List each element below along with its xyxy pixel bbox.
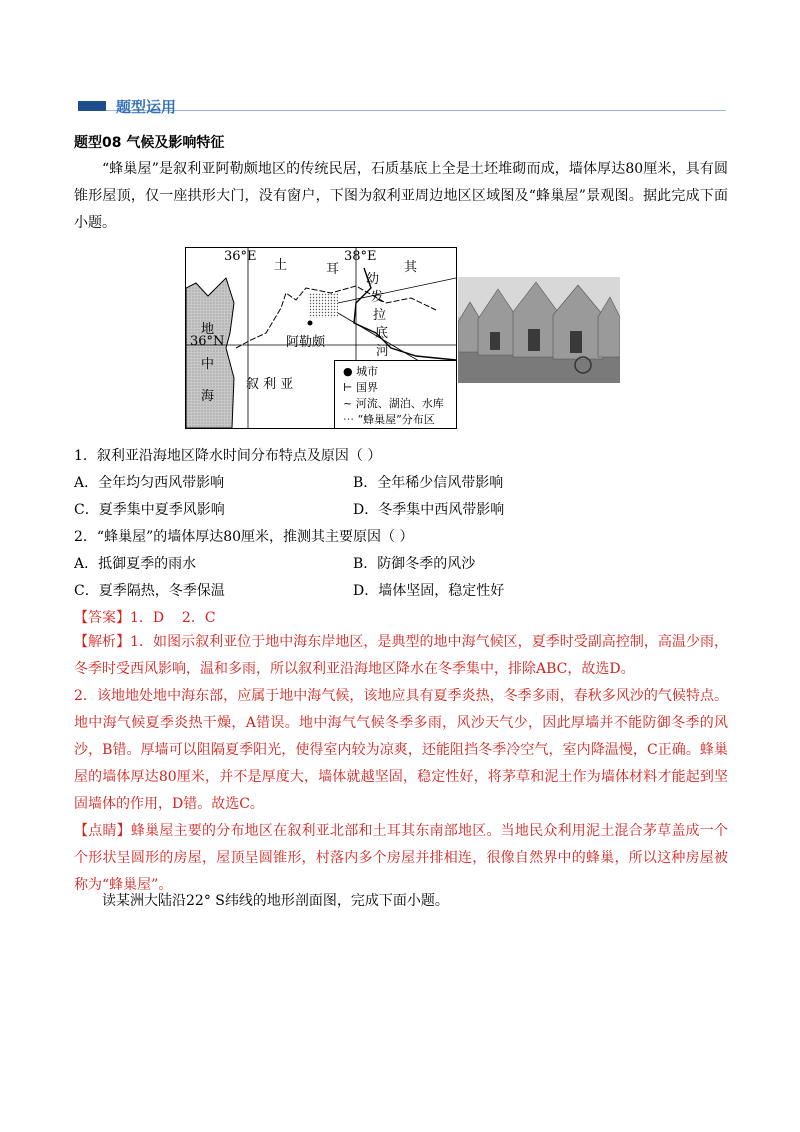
region-map — [185, 247, 457, 429]
lon-36-label: 36°E — [224, 249, 257, 264]
q1-option-d: D．冬季集中西风带影响 — [353, 502, 505, 518]
legend-border: ⊢ 国界 — [343, 381, 378, 394]
euphrates-label-2: 发 — [371, 290, 385, 305]
beehive-area — [308, 293, 338, 318]
sea-label-1: 地 — [201, 322, 215, 337]
sea-label-3: 海 — [201, 389, 215, 404]
section-header: 题型运用 — [116, 98, 177, 116]
euphrates-label-4: 底 — [375, 326, 389, 341]
turkey-label-2: 耳 — [326, 262, 340, 277]
question-2-stem: 2．“蜂巢屋”的墙体厚达80厘米，推测其主要原因（ ） — [74, 529, 414, 545]
legend-river: ~ 河流、湖泊、水库 — [343, 397, 444, 410]
q2-option-b: B．防御冬季的风沙 — [353, 556, 476, 572]
aleppo-label: 阿勒颇 — [286, 335, 326, 350]
q2-option-d: D．墙体坚固，稳定性好 — [353, 583, 505, 599]
euphrates-label-1: 幼 — [366, 272, 380, 287]
euphrates-label-3: 拉 — [373, 308, 387, 323]
syria-label: 叙 利 亚 — [246, 377, 294, 392]
sea-label-2: 中 — [201, 357, 215, 372]
section-header-bar — [78, 101, 106, 111]
type-title: 题型08 气候及影响特征 — [74, 135, 225, 151]
aleppo-city-icon — [308, 321, 313, 326]
comment-paragraph: 【点睛】蜂巢屋主要的分布地区在叙利亚北部和土耳其东南部地区。当地民众利用泥土混合茅草盖成一个个形状呈圆形的房屋，屋顶呈圆锥形，村落内多个房屋并排相连，很像自然界中的蜂巢，所以这种房屋被称为“蜂巢屋”。 — [74, 823, 728, 893]
answer-line: 【答案】1．D 2．C — [74, 610, 216, 626]
legend-beehive: ⋯ “蜂巢屋”分布区 — [343, 413, 435, 426]
q1-option-b: B．全年稀少信风带影响 — [353, 475, 504, 491]
q1-option-c: C．夏季集中夏季风影响 — [74, 502, 225, 518]
analysis-1: 【解析】1．如图示叙利亚位于地中海东岸地区，是典型的地中海气候区，夏季时受副高控制，高温少雨，冬季时受西风影响，温和多雨，所以叙利亚沿海地区降水在冬季集中，排除ABC，故选D。 — [74, 634, 728, 677]
q2-option-a: A．抵御夏季的雨水 — [74, 556, 197, 572]
turkey-label-1: 土 — [274, 258, 288, 273]
q2-option-c: C．夏季隔热，冬季保温 — [74, 583, 225, 599]
map-legend — [334, 360, 457, 429]
section-header-line — [106, 110, 726, 111]
intro-paragraph: “蜂巢屋”是叙利亚阿勒颇地区的传统民居，石质基底上全是土坯堆砌而成，墙体厚达80厘米，具有圆锥形屋顶，仅一座拱形大门，没有窗户，下图为叙利亚周边地区区域图及“蜂巢屋”景观图。据此完成下面小题。 — [74, 161, 728, 231]
lon-38-label: 38°E — [344, 249, 377, 264]
beehive-houses-photo — [458, 277, 620, 383]
analysis-2: 2．该地地处地中海东部，应属于地中海气候，该地应具有夏季炎热，冬季多雨，春秋多风沙的气候特点。地中海气候夏季炎热干燥，A错误。地中海气气候冬季多雨，风沙天气少，因此厚墙并不能防御冬季的风沙，B错。厚墙可以阻隔夏季阳光，使得室内较为凉爽，还能阻挡冬季冷空气，室内降温慢，C正确。蜂巢屋的墙体厚达80厘米，并不是厚度大，墙体就越坚固，稳定性好，将茅草和泥土作为墙体材料才能起到坚固墙体的作用，D错。故选C。 — [74, 688, 728, 812]
lat-36-label: 36°N — [190, 334, 225, 349]
question-1-stem: 1．叙利亚沿海地区降水时间分布特点及原因（ ） — [74, 448, 382, 464]
turkey-label-3: 其 — [404, 260, 418, 275]
legend-city: ● 城市 — [343, 365, 379, 378]
q1-option-a: A．全年均匀西风带影响 — [74, 475, 225, 491]
next-intro: 读某洲大陆沿22° S纬线的地形剖面图，完成下面小题。 — [102, 893, 449, 909]
euphrates-label-5: 河 — [376, 344, 390, 359]
